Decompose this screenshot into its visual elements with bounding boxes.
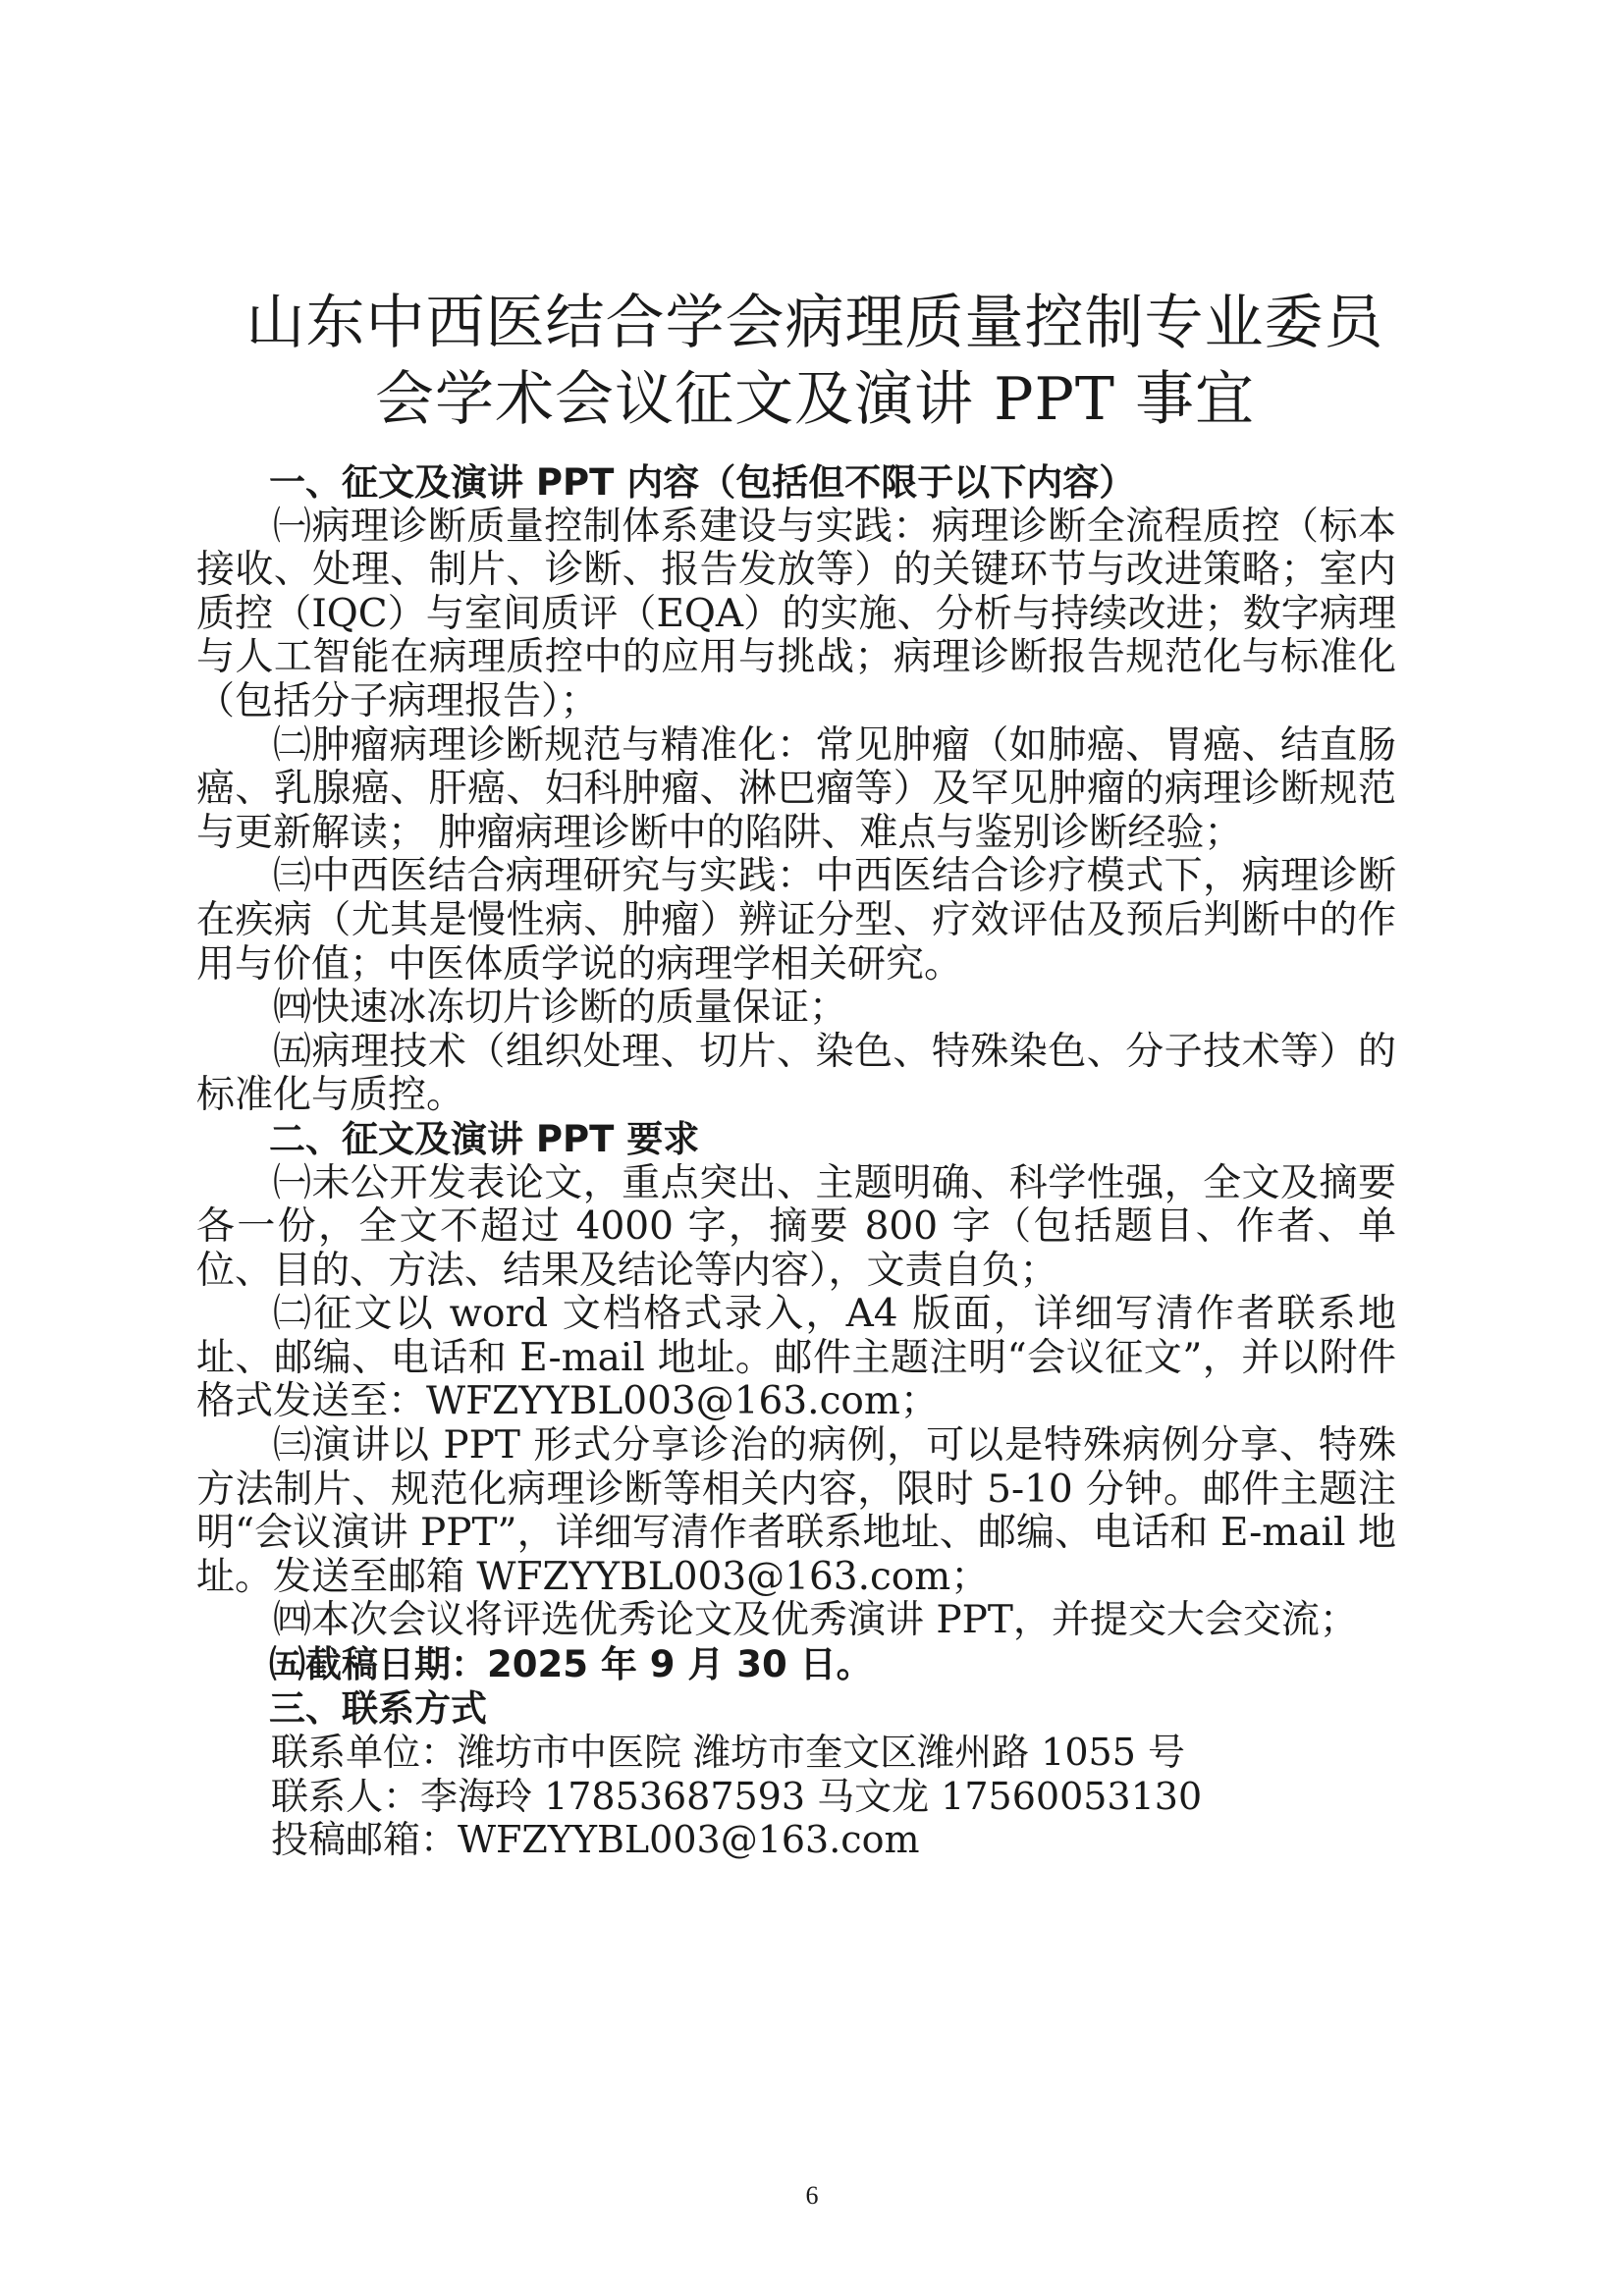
section-1-item-1: ㈠病理诊断质量控制体系建设与实践：病理诊断全流程质控（标本接收、处理、制片、诊断、报告发放等）的关键环节与改进策略；室内质控（IQC）与室间质评（EQA）的实施、分析与持续改进；数字病理与人工智能在病理质控中的应用与挑战；病理诊断报告规范化与标准化（包括分子病理报告）；: [196, 504, 1396, 723]
section-2-item-3: ㈢演讲以 PPT 形式分享诊治的病例，可以是特殊病例分享、特殊方法制片、规范化病理诊断等相关内容，限时 5-10 分钟。邮件主题注明“会议演讲 PPT”，详细写清作者联系地址、邮编、电话和 E-mail 地址。发送至邮箱 WFZYYBL003@163.com；: [196, 1423, 1396, 1599]
section-1-item-4: ㈣快速冰冻切片诊断的质量保证；: [273, 986, 848, 1031]
section-2-item-2: ㈡征文以 word 文档格式录入，A4 版面，详细写清作者联系地址、邮编、电话和 E-mail 地址。邮件主题注明“会议征文”，并以附件格式发送至：WFZYYBL003@163.com；: [196, 1292, 1396, 1424]
page-number: 6: [805, 2181, 819, 2210]
section-2-item-1: ㈠未公开发表论文，重点突出、主题明确、科学性强，全文及摘要各一份，全文不超过 4000 字，摘要 800 字（包括题目、作者、单位、目的、方法、结果及结论等内容），文责自负；: [196, 1160, 1396, 1293]
section-1-heading: 一、征文及演讲 PPT 内容（包括但不限于以下内容）: [269, 461, 1136, 504]
document-title: [177, 285, 1453, 438]
submission-deadline: ㈤截稿日期：2025 年 9 月 30 日。: [269, 1643, 873, 1686]
section-2-heading: 二、征文及演讲 PPT 要求: [269, 1117, 700, 1160]
section-1-item-3: ㈢中西医结合病理研究与实践：中西医结合诊疗模式下，病理诊断在疾病（尤其是慢性病、肿瘤）辨证分型、疗效评估及预后判断中的作用与价值；中医体质学说的病理学相关研究。: [196, 854, 1396, 987]
contact-persons: 联系人：李海玲 17853687593 马文龙 17560053130: [271, 1774, 1203, 1818]
title-line-1: 山东中西医结合学会病理质量控制专业委员: [245, 289, 1384, 357]
submission-email: 投稿邮箱：WFZYYBL003@163.com: [271, 1818, 920, 1862]
title-line-2: 会学术会议征文及演讲 PPT 事宜: [375, 365, 1255, 434]
contact-unit: 联系单位：潍坊市中医院 潍坊市奎文区潍州路 1055 号: [271, 1731, 1185, 1775]
section-3-heading: 三、联系方式: [269, 1686, 487, 1730]
document-body: [196, 461, 1396, 1862]
section-1-item-5: ㈤病理技术（组织处理、切片、染色、特殊染色、分子技术等）的标准化与质控。: [196, 1029, 1396, 1118]
section-2-item-4: ㈣本次会议将评选优秀论文及优秀演讲 PPT，并提交大会交流；: [273, 1598, 1358, 1643]
section-1-item-2: ㈡肿瘤病理诊断规范与精准化：常见肿瘤（如肺癌、胃癌、结直肠癌、乳腺癌、肝癌、妇科肿瘤、淋巴瘤等）及罕见肿瘤的病理诊断规范与更新解读； 肿瘤病理诊断中的陷阱、难点与鉴别诊断经验；: [196, 722, 1396, 855]
